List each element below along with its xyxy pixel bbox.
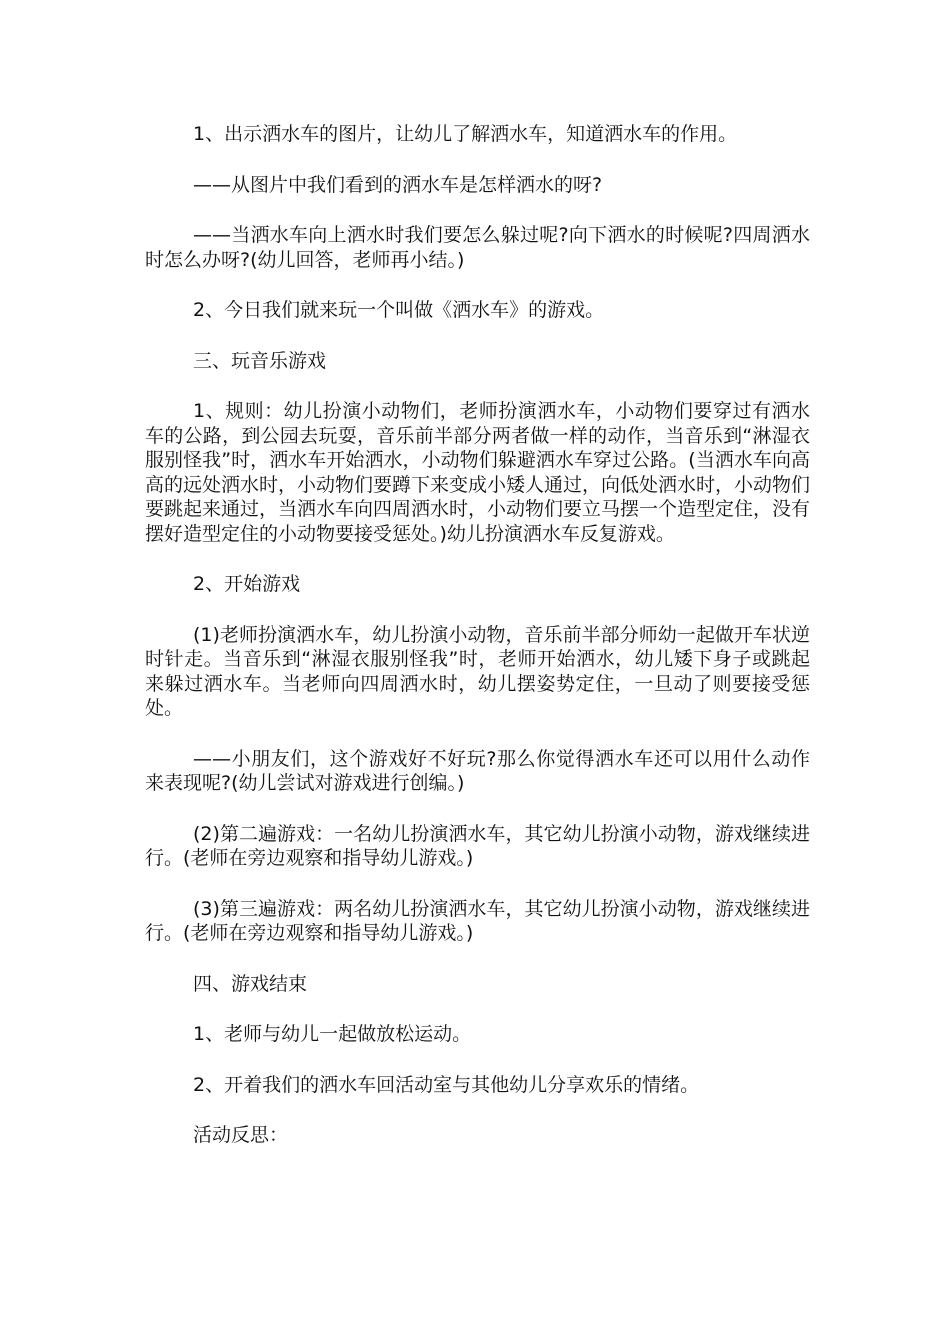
- paragraph-introduce-game: 2、今日我们就来玩一个叫做《洒水车》的游戏。: [193, 299, 605, 321]
- paragraph-question-create: ——小朋友们，这个游戏好不好玩?那么你觉得洒水车还可以用什么动作来表现呢?(幼儿尝试对游戏进行创编。): [145, 747, 810, 794]
- section-heading-reflection: 活动反思：: [193, 1124, 289, 1146]
- paragraph-question-dodge: ——当洒水车向上洒水时我们要怎么躲过呢?向下洒水的时候呢?四周洒水时怎么办呀?(幼儿回答，老师再小结。): [145, 224, 810, 271]
- section-heading-music-game: 三、玩音乐游戏: [193, 349, 327, 372]
- paragraph-round-two: (2)第二遍游戏：一名幼儿扮演洒水车，其它幼儿扮演小动物，游戏继续进行。(老师在旁边观察和指导幼儿游戏。): [145, 822, 810, 869]
- paragraph-return-classroom: 2、开着我们的洒水车回活动室与其他幼儿分享欢乐的情绪。: [193, 1073, 700, 1096]
- paragraph-question-how-spray: ——从图片中我们看到的洒水车是怎样洒水的呀?: [193, 173, 603, 196]
- section-heading-game-end: 四、游戏结束: [193, 972, 308, 995]
- paragraph-relax: 1、老师与幼儿一起做放松运动。: [193, 1023, 472, 1045]
- paragraph-round-one: (1)老师扮演洒水车，幼儿扮演小动物，音乐前半部分师幼一起做开车状逆时针走。当音乐到“淋湿衣服别怪我”时，老师开始洒水，幼儿矮下身子或跳起来躲过洒水车。当老师向四周洒水时，幼儿摆姿势定住，一旦动了则要接受惩处。: [145, 623, 810, 719]
- document-body: [145, 122, 810, 1174]
- paragraph-round-three: (3)第三遍游戏：两名幼儿扮演洒水车，其它幼儿扮演小动物，游戏继续进行。(老师在旁边观察和指导幼儿游戏。): [145, 897, 810, 944]
- paragraph-rules: 1、规则：幼儿扮演小动物们，老师扮演洒水车，小动物们要穿过有洒水车的公路，到公园去玩耍，音乐前半部分两者做一样的动作，当音乐到“淋湿衣服别怪我”时，洒水车开始洒水，小动物们躲避洒水车穿过公路。(当洒水车向高高的远处洒水时，小动物们要蹲下来变成小矮人通过，向低处洒水时，小动物们要跳起来通过，当洒水车向四周洒水时，小动物们要立马摆一个造型定住，没有摆好造型定住的小动物要接受惩处。)幼儿扮演洒水车反复游戏。: [145, 400, 811, 545]
- subheading-start-game: 2、开始游戏: [193, 573, 301, 595]
- paragraph-show-picture: 1、出示洒水车的图片，让幼儿了解洒水车，知道洒水车的作用。: [193, 123, 738, 145]
